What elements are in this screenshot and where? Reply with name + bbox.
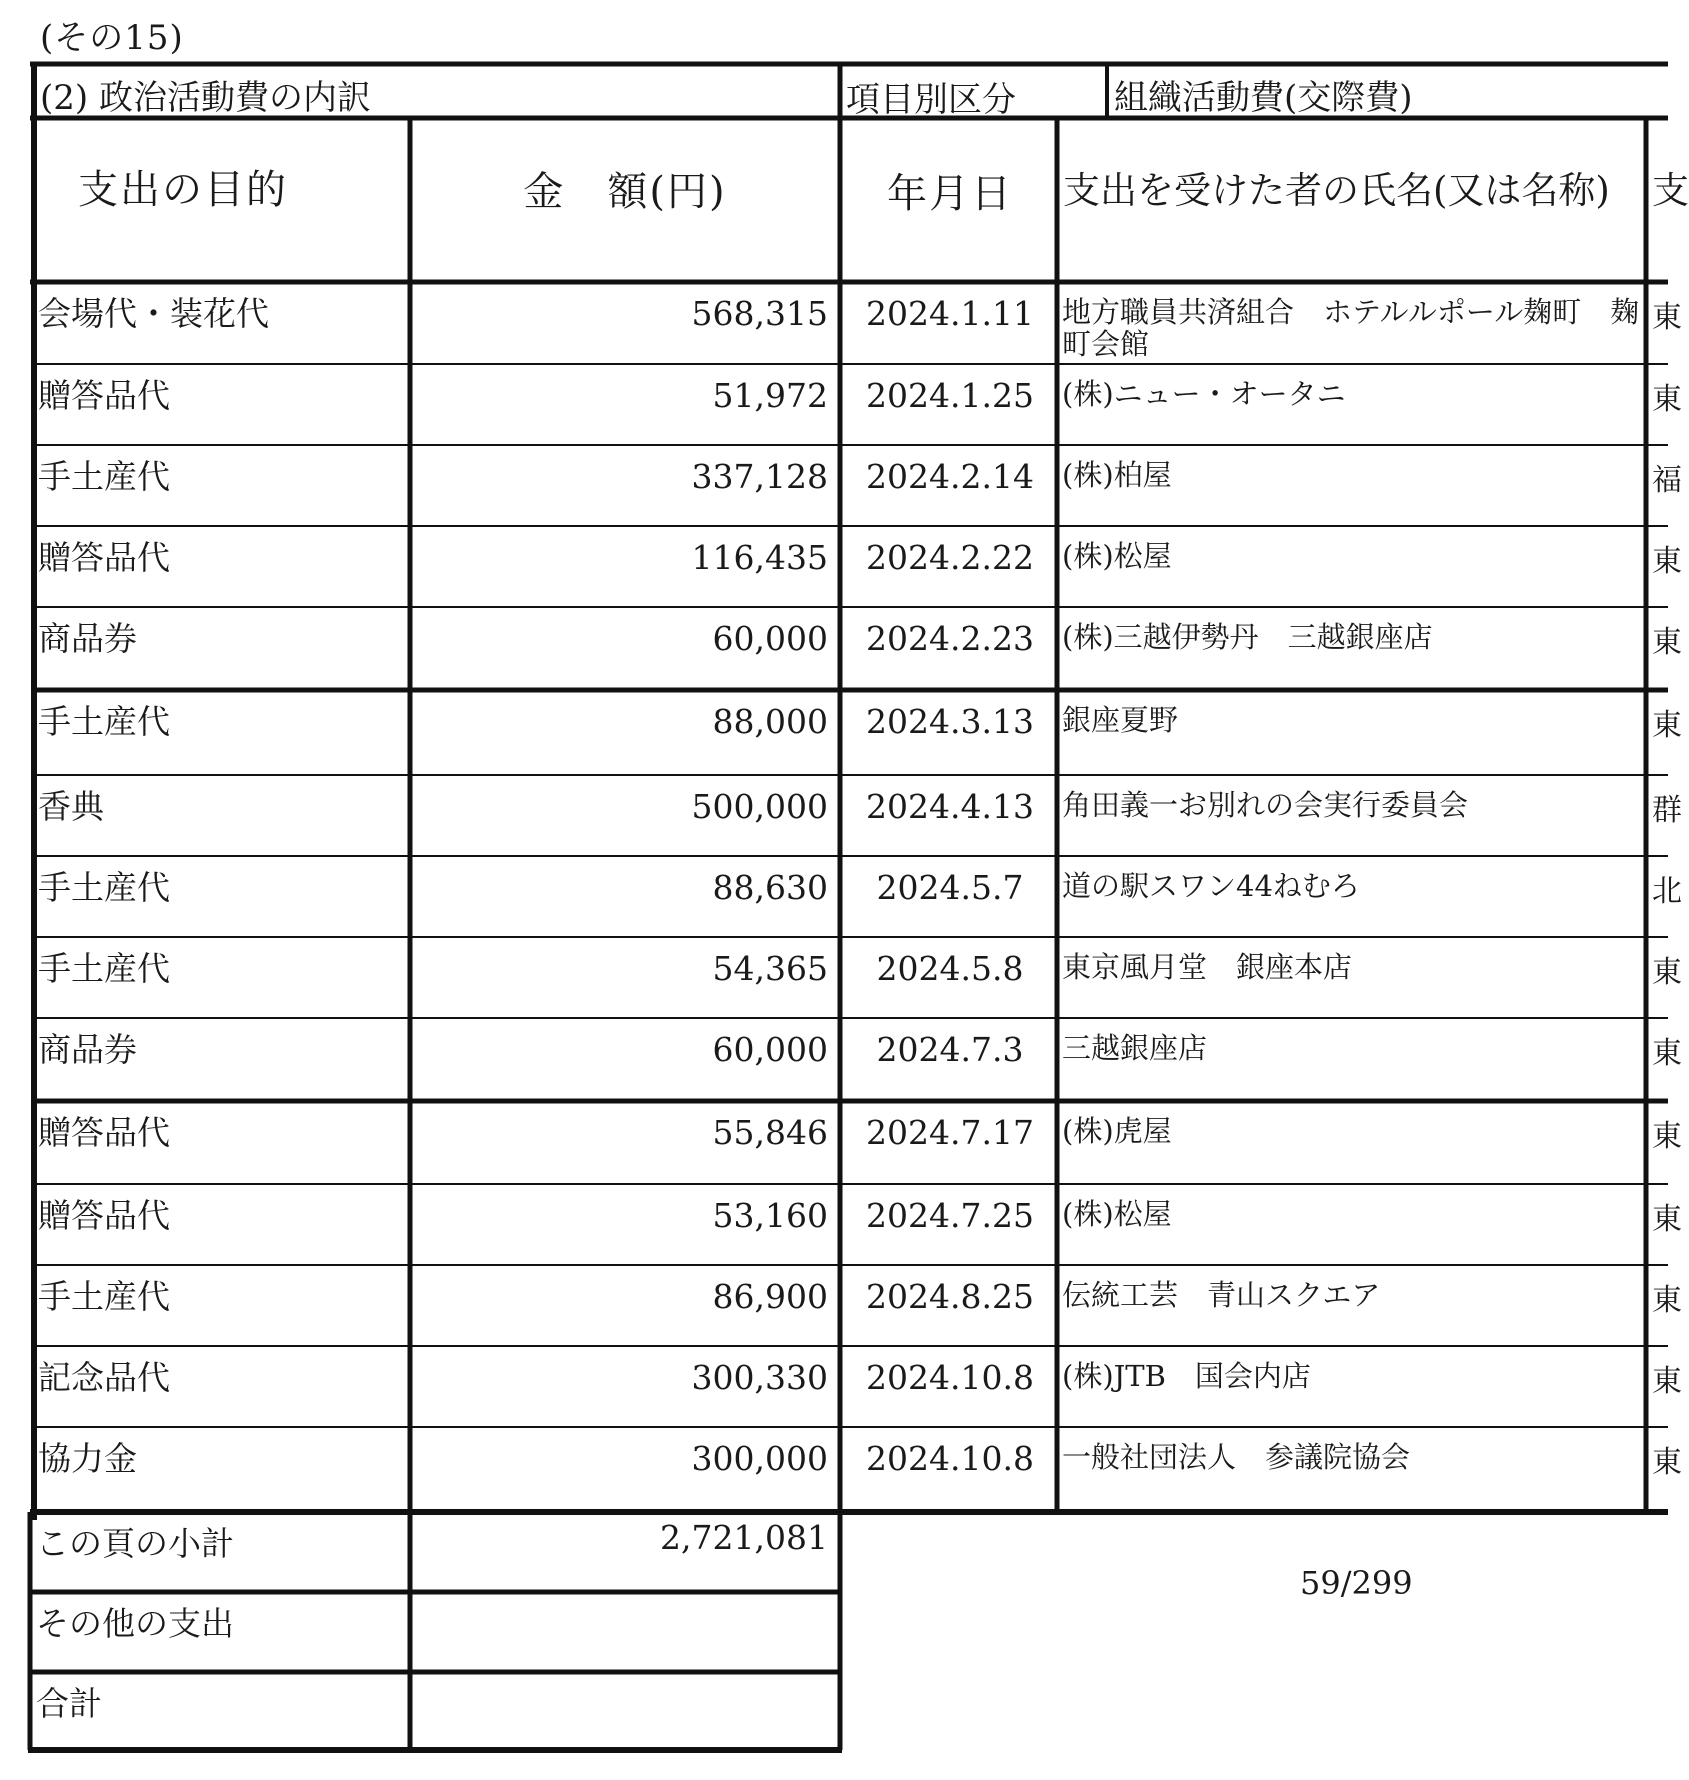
row-date: 2024.10.8 — [866, 1358, 1034, 1397]
row-purpose: 手土産代 — [38, 457, 170, 496]
row-date: 2024.1.25 — [866, 376, 1034, 415]
row-amount: 88,630 — [712, 868, 828, 907]
row-date: 2024.1.11 — [866, 294, 1034, 333]
row-payee: (株)柏屋 — [1062, 458, 1172, 492]
row-date: 2024.2.22 — [866, 538, 1034, 577]
category-value: 組織活動費(交際費) — [1114, 78, 1413, 118]
row-date: 2024.8.25 — [866, 1277, 1034, 1316]
row-address-cut: 北 — [1652, 874, 1682, 909]
category-label: 項目別区分 — [846, 80, 1016, 120]
row-address-cut: 東 — [1652, 382, 1682, 417]
row-address-cut: 東 — [1652, 300, 1682, 335]
row-amount: 60,000 — [712, 1030, 828, 1069]
column-header-address-cut: 支 — [1652, 169, 1689, 212]
row-date: 2024.7.3 — [876, 1030, 1024, 1069]
page-label: (その15) — [40, 18, 184, 58]
row-payee: (株)三越伊勢丹 三越銀座店 — [1062, 620, 1433, 654]
row-amount: 337,128 — [691, 457, 828, 496]
row-purpose: 手土産代 — [38, 1277, 170, 1316]
row-payee: (株)松屋 — [1062, 539, 1172, 573]
row-purpose: 手土産代 — [38, 868, 170, 907]
column-header-amount: 金 額(円) — [523, 169, 727, 215]
row-address-cut: 東 — [1652, 955, 1682, 990]
row-amount: 88,000 — [712, 702, 828, 741]
row-payee: 伝統工芸 青山スクエア — [1062, 1278, 1381, 1312]
row-amount: 116,435 — [691, 538, 828, 577]
row-purpose: 香典 — [38, 787, 104, 826]
total-value — [418, 1678, 828, 1722]
row-address-cut: 東 — [1652, 1445, 1682, 1480]
row-purpose: 手土産代 — [38, 949, 170, 988]
column-header-purpose: 支出の目的 — [78, 167, 288, 213]
row-date: 2024.7.25 — [866, 1196, 1034, 1235]
row-amount: 300,000 — [691, 1439, 828, 1478]
row-purpose: 会場代・装花代 — [38, 294, 269, 333]
row-address-cut: 東 — [1652, 1202, 1682, 1237]
column-header-date: 年月日 — [887, 171, 1013, 217]
row-purpose: 贈答品代 — [38, 1113, 170, 1152]
row-purpose: 贈答品代 — [38, 376, 170, 415]
row-date: 2024.5.8 — [876, 949, 1024, 988]
row-date: 2024.2.14 — [866, 457, 1034, 496]
row-address-cut: 東 — [1652, 708, 1682, 743]
row-address-cut: 東 — [1652, 1036, 1682, 1071]
subtotal-value: 2,721,081 — [660, 1518, 828, 1557]
row-amount: 568,315 — [691, 294, 828, 333]
row-purpose: 協力金 — [38, 1439, 137, 1478]
row-address-cut: 群 — [1652, 793, 1682, 828]
row-amount: 53,160 — [712, 1196, 828, 1235]
section-title: (2) 政治活動費の内訳 — [40, 78, 371, 118]
subtotal-label: この頁の小計 — [36, 1524, 234, 1563]
row-address-cut: 東 — [1652, 544, 1682, 579]
row-payee: (株)虎屋 — [1062, 1114, 1172, 1148]
total-label: 合計 — [36, 1684, 102, 1723]
row-amount: 54,365 — [712, 949, 828, 988]
other-expense-value — [418, 1598, 828, 1642]
other-expense-label: その他の支出 — [36, 1604, 234, 1643]
row-amount: 60,000 — [712, 619, 828, 658]
row-amount: 86,900 — [712, 1277, 828, 1316]
row-purpose: 商品券 — [38, 619, 137, 658]
row-payee: 地方職員共済組合 ホテルルポール麹町 麹 — [1062, 295, 1640, 329]
row-payee: 東京風月堂 銀座本店 — [1062, 950, 1353, 984]
row-payee: 銀座夏野 — [1062, 703, 1179, 737]
row-address-cut: 福 — [1652, 463, 1682, 498]
row-date: 2024.5.7 — [876, 868, 1024, 907]
row-payee: (株)JTB 国会内店 — [1062, 1359, 1311, 1393]
row-amount: 55,846 — [712, 1113, 828, 1152]
row-payee: 角田義一お別れの会実行委員会 — [1062, 788, 1469, 822]
row-payee: 一般社団法人 参議院協会 — [1062, 1440, 1411, 1474]
row-date: 2024.4.13 — [866, 787, 1034, 826]
row-payee-continued: 町会館 — [1062, 327, 1150, 361]
row-payee: (株)ニュー・オータニ — [1062, 377, 1346, 411]
row-purpose: 贈答品代 — [38, 1196, 170, 1235]
row-amount: 300,330 — [691, 1358, 828, 1397]
row-address-cut: 東 — [1652, 625, 1682, 660]
row-date: 2024.7.17 — [866, 1113, 1034, 1152]
page-number: 59/299 — [1300, 1564, 1413, 1602]
row-date: 2024.3.13 — [866, 702, 1034, 741]
row-date: 2024.10.8 — [866, 1439, 1034, 1478]
row-date: 2024.2.23 — [866, 619, 1034, 658]
column-header-payee: 支出を受けた者の氏名(又は名称) — [1063, 169, 1610, 212]
row-purpose: 記念品代 — [38, 1358, 170, 1397]
row-address-cut: 東 — [1652, 1364, 1682, 1399]
row-address-cut: 東 — [1652, 1119, 1682, 1154]
row-payee: 三越銀座店 — [1062, 1031, 1208, 1065]
row-payee: 道の駅スワン44ねむろ — [1062, 869, 1360, 903]
row-purpose: 贈答品代 — [38, 538, 170, 577]
row-purpose: 商品券 — [38, 1030, 137, 1069]
row-amount: 51,972 — [712, 376, 828, 415]
row-payee: (株)松屋 — [1062, 1197, 1172, 1231]
row-address-cut: 東 — [1652, 1283, 1682, 1318]
row-amount: 500,000 — [691, 787, 828, 826]
row-purpose: 手土産代 — [38, 702, 170, 741]
